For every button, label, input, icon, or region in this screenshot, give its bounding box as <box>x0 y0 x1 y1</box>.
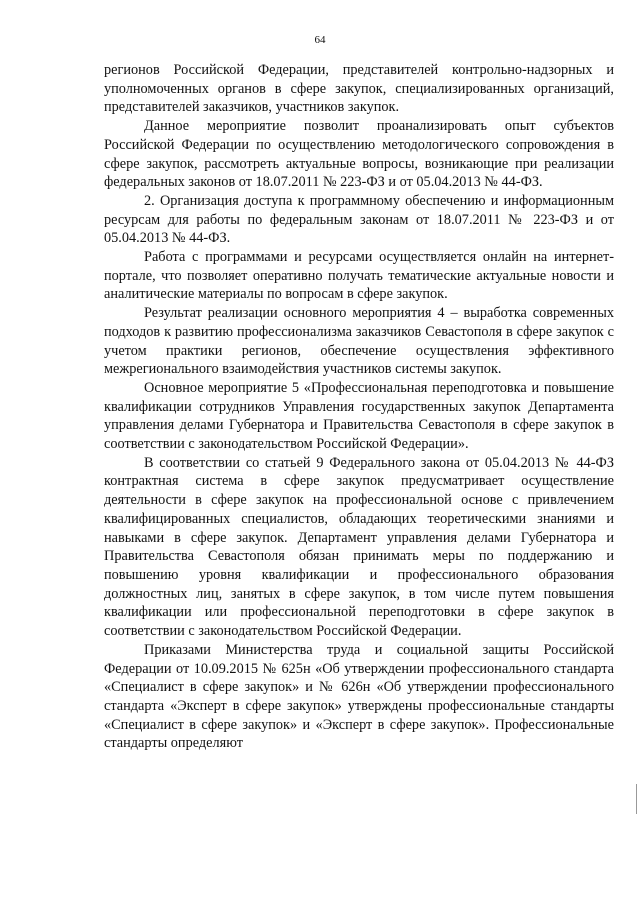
paragraph-orders: Приказами Министерства труда и социальной защиты Российской Федерации от 10.09.2015 № 625н «Об утверждении профессионального стандарта «Специалист в сфере закупок» и № 626н «Об утверждении профессионального стандарта «Эксперт в сфере закупок» утверждены профессиональные стандарты «Специалист в сфере закупок» и «Эксперт в сфере закупок». Профессиональные стандарты определяют <box>104 641 614 752</box>
paragraph-event-5: Основное мероприятие 5 «Профессиональная переподготовка и повышение квалификации сотрудников Управления государственных закупок Департамента управления делами Губернатора и Правительства Севастополя в сфере закупок в соответствии с законодательством Российской Федерации». <box>104 379 614 453</box>
paragraph-event-analysis: Данное мероприятие позволит проанализировать опыт субъектов Российской Федерации по осуществлению методологического сопровождения в сфере закупок, рассмотреть актуальные вопросы, возникающие при реализации федеральных законов от 18.07.2011 № 223-ФЗ и от 05.04.2013 № 44-ФЗ. <box>104 118 614 191</box>
scan-edge-mark <box>636 784 637 814</box>
paragraph-item-2: 2. Организация доступа к программному обеспечению и информационным ресурсам для работы по федеральным законам от 18.07.2011 № 223-ФЗ и от 05.04.2013 № 44-ФЗ. <box>104 192 614 247</box>
paragraph-result-4: Результат реализации основного мероприятия 4 – выработка современных подходов к развитию профессионализма заказчиков Севастополя в сфере закупок с учетом практики регионов, обеспечение осуществления эффективного межрегионального взаимодействия участников системы закупок. <box>104 305 614 378</box>
paragraph-article-9: В соответствии со статьей 9 Федерального закона от 05.04.2013 № 44-ФЗ контрактная система в сфере закупок предусматривает осуществление деятельности в сфере закупок на профессиональной основе с привлечением квалифицированных специалистов, обладающих теоретическими знаниями и навыками в сфере закупок. Департамент управления делами Губернатора и Правительства Севастополя обязан принимать меры по поддержанию и повышению уровня квалификации и профессионального образования должностных лиц, занятых в сфере закупок, в том числе путем повышения квалификации или профессиональной переподготовки в сфере закупок в соответствии с законодательством Российской Федерации. <box>104 454 614 640</box>
page-number: 64 <box>314 34 326 46</box>
document-body <box>104 61 614 753</box>
paragraph-online-work: Работа с программами и ресурсами осуществляется онлайн на интернет-портале, что позволяет оперативно получать тематические актуальные новости и аналитические материалы по вопросам в сфере закупок. <box>104 249 614 303</box>
paragraph-continuation: регионов Российской Федерации, представителей контрольно-надзорных и уполномоченных органов в сфере закупок, специализированных организаций, представителей заказчиков, участников закупок. <box>104 62 614 116</box>
